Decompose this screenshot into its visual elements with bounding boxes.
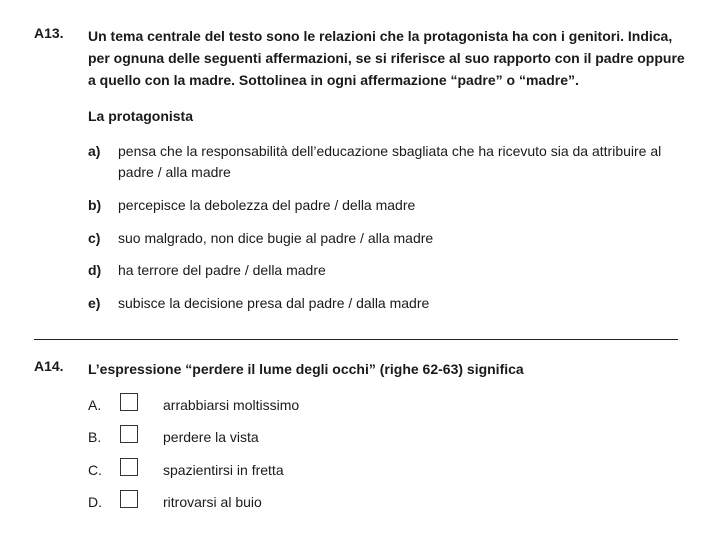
statement-text: pensa che la responsabilità dell’educazione sbagliata che ha ricevuto sia da attribuire al padre / alla madre	[118, 143, 662, 180]
option-label: A.	[88, 397, 102, 413]
checkbox[interactable]	[120, 490, 138, 508]
section-divider	[34, 339, 678, 340]
option-label: C.	[88, 462, 102, 478]
statement-text: percepisce la debolezza del padre / della madre	[118, 197, 416, 213]
question-number-a14: A14.	[34, 358, 64, 374]
subheading-protagonista: La protagonista	[88, 108, 194, 124]
option-label: B.	[88, 429, 102, 445]
option-text: spazientirsi in fretta	[163, 462, 284, 478]
statement-text: subisce la decisione presa dal padre / dalla madre	[118, 295, 430, 311]
statement-label: b)	[88, 197, 102, 213]
statement-label: c)	[88, 230, 101, 246]
question-text-a13: Un tema centrale del testo sono le relazioni che la protagonista ha con i genitori. Indica, per ognuna delle seguenti affermazioni, se si riferisce al suo rapporto con il padre oppure a quello con la madre. Sottolinea in ogni affermazione “padre” o “madre”.	[88, 28, 685, 88]
option-label: D.	[88, 494, 102, 510]
statement-text: ha terrore del padre / della madre	[118, 262, 326, 278]
option-text: arrabbiarsi moltissimo	[163, 397, 300, 413]
statement-text: suo malgrado, non dice bugie al padre / alla madre	[118, 230, 434, 246]
checkbox[interactable]	[120, 425, 138, 443]
statement-label: d)	[88, 262, 102, 278]
question-number-a13: A13.	[34, 25, 64, 41]
checkbox[interactable]	[120, 393, 138, 411]
question-text-a14: L’espressione “perdere il lume degli occhi” (righe 62-63) significa	[88, 361, 524, 377]
checkbox[interactable]	[120, 458, 138, 476]
statement-label: e)	[88, 295, 101, 311]
option-text: perdere la vista	[163, 429, 259, 445]
statement-label: a)	[88, 143, 101, 159]
option-text: ritrovarsi al buio	[163, 494, 262, 510]
